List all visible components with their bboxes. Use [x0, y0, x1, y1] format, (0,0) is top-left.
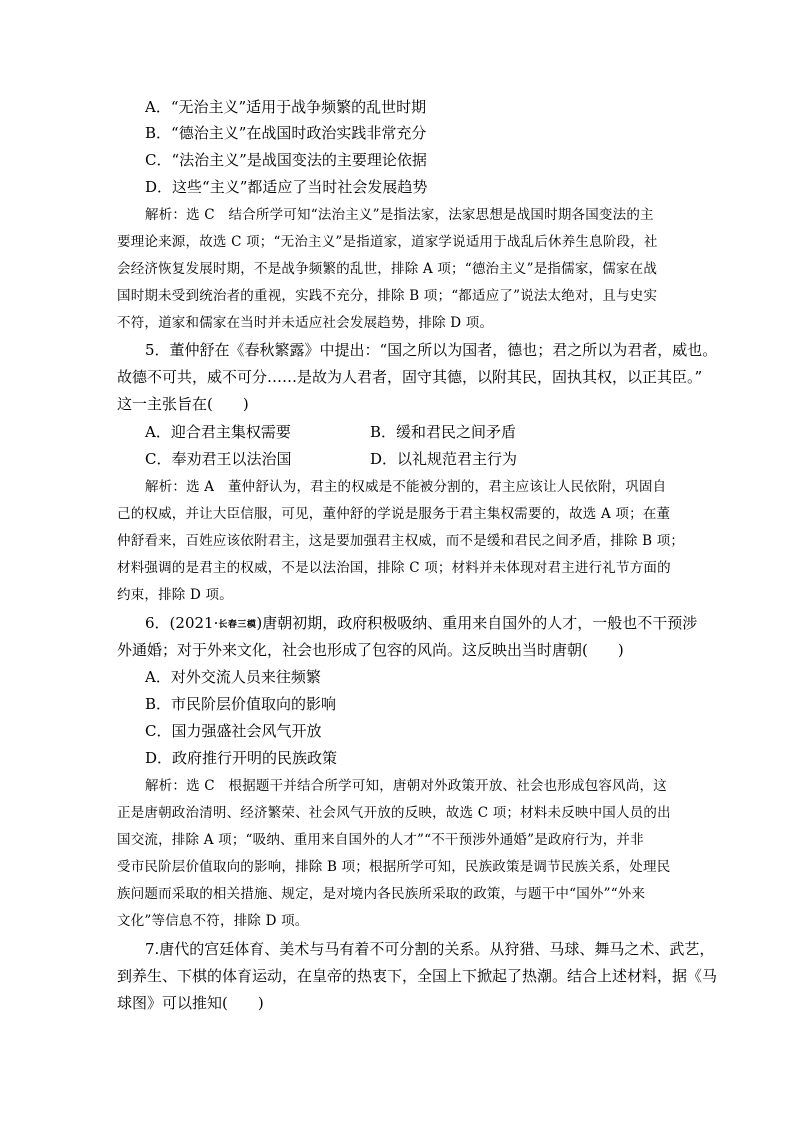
q6-stem-text: )唐朝初期，政府积极吸纳、重用来自国外的人才，一般也不干预涉	[256, 614, 698, 632]
q4-analysis-line: 要理论来源，故选 C 项；“无治主义”是指道家，道家学说适用于战乱后休养生息阶段，社	[117, 234, 658, 250]
q6-number: 6．(2021·	[145, 614, 219, 632]
q6-option-b: B．市民阶层价值取向的影响	[145, 695, 337, 713]
q5-analysis-line: 约束，排除 D 项。	[117, 587, 233, 603]
q6-option-d: D．政府推行开明的民族政策	[145, 749, 338, 767]
q7-stem-line: 球图》可以推知( )	[117, 994, 264, 1012]
q5-stem-line: 5．董仲舒在《春秋繁露》中提出：“国之所以为国者，德也；君之所以为君者，威也。	[145, 341, 718, 359]
q6-option-a: A．对外交流人员来往频繁	[145, 668, 321, 686]
q5-option-b: B．缓和君民之间矛盾	[370, 423, 517, 441]
q5-analysis-line: 己的权威，并让大臣信服，可见，董仲舒的学说是服务于君主集权需要的，故选 A 项；在董	[117, 506, 671, 522]
q6-stem-line: 外通婚；对于外来文化，社会也形成了包容的风尚。这反映出当时唐朝( )	[117, 641, 624, 659]
q4-analysis-line: 不符，道家和儒家在当时并未适应社会发展趋势，排除 D 项。	[117, 315, 494, 331]
q6-analysis-line: 正是唐朝政治清明、经济繁荣、社会风气开放的反映，故选 C 项；材料未反映中国人员的出	[117, 805, 671, 821]
q5-analysis-line: 材料强调的是君主的权威，不是以法治国，排除 C 项；材料并未体现对君主进行礼节方面的	[117, 560, 671, 576]
q5-analysis-line: 仲舒看来，百姓应该依附君主，这是要加强君主权威，而不是缓和君民之间矛盾，排除 B 项；	[117, 533, 685, 549]
q6-analysis-line: 文化”等信息不符，排除 D 项。	[117, 913, 309, 929]
q5-option-a: A．迎合君主集权需要	[145, 423, 291, 441]
q6-option-c: C．国力强盛社会风气开放	[145, 722, 322, 740]
q5-stem-line: 这一主张旨在( )	[117, 395, 249, 413]
q6-analysis-line: 族问题而采取的相关措施、规定，是对境内各民族所采取的政策，与题干中“国外”“外来	[117, 886, 646, 902]
q4-analysis-line: 国时期未受到统治者的重视，实践不充分，排除 B 项；“都适应了”说法太绝对，且与史实	[117, 288, 658, 304]
q4-option-a: A．“无治主义”适用于战争频繁的乱世时期	[145, 98, 427, 116]
q6-stem-first-line	[145, 613, 697, 635]
q6-source-tag: 长春三模	[218, 620, 257, 630]
q4-analysis-line: 解析：选 C 结合所学可知“法治主义”是指法家，法家思想是战国时期各国变法的主	[145, 207, 654, 223]
q6-analysis-line: 受市民阶层价值取向的影响，排除 B 项；根据所学可知，民族政策是调节民族关系，处理民	[117, 859, 671, 875]
q6-analysis-line: 解析：选 C 根据题干并结合所学可知，唐朝对外政策开放、社会也形成包容风尚，这	[145, 778, 667, 794]
q7-stem-line: 7.唐代的宫廷体育、美术与马有着不可分割的关系。从狩猎、马球、舞马之术、武艺，	[145, 940, 715, 958]
q4-analysis-line: 会经济恢复发展时期，不是战争频繁的乱世，排除 A 项；“德治主义”是指儒家，儒家在战	[117, 261, 658, 277]
q4-option-d: D．这些“主义”都适应了当时社会发展趋势	[145, 178, 428, 196]
q5-analysis-line: 解析：选 A 董仲舒认为，君主的权威是不能被分割的，君主应该让人民依附，巩固自	[145, 479, 667, 495]
q4-option-c: C．“法治主义”是战国变法的主要理论依据	[145, 151, 427, 169]
q5-option-c: C．奉劝君王以法治国	[145, 450, 292, 468]
q5-option-d: D．以礼规范君主行为	[370, 450, 518, 468]
q4-option-b: B．“德治主义”在战国时政治实践非常充分	[145, 124, 427, 142]
q6-analysis-line: 国交流，排除 A 项；“吸纳、重用来自国外的人才”“不干预涉外通婚”是政府行为，并非	[117, 832, 644, 848]
q5-stem-line: 故德不可共，威不可分……是故为人君者，固守其德，以附其民，固执其权，以正其臣。”	[117, 368, 703, 386]
q7-stem-line: 到养生、下棋的体育运动，在皇帝的热衷下，全国上下掀起了热潮。结合上述材料，据《马	[117, 967, 718, 985]
